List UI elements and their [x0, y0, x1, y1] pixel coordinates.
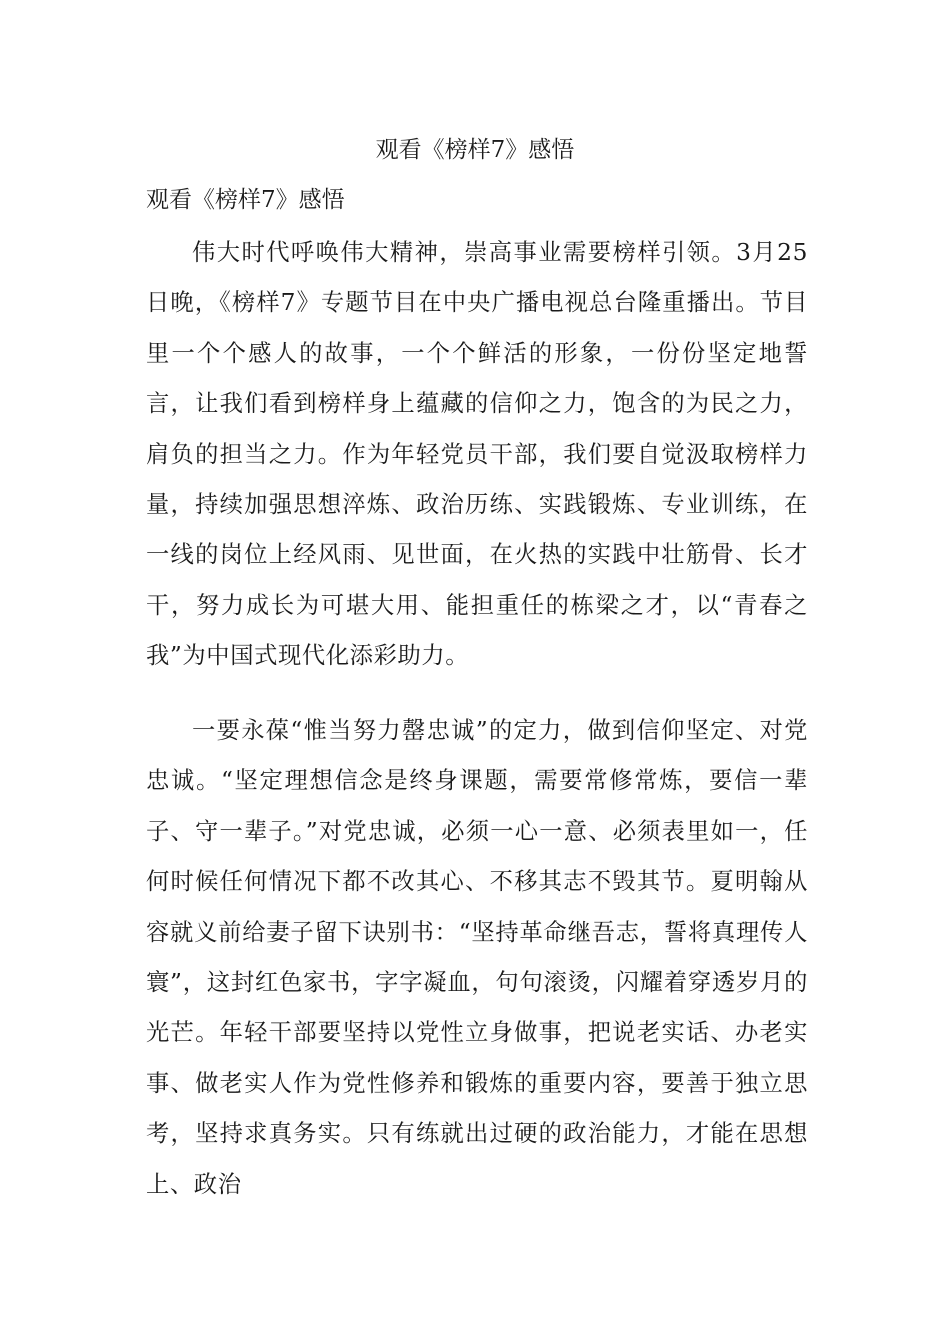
paragraph-1: 伟大时代呼唤伟大精神，崇高事业需要榜样引领。3月25日晚，《榜样7》专题节目在中央广播电视总台隆重播出。节目里一个个感人的故事，一个个鲜活的形象，一份份坚定地誓言，让我们看到榜样身上蕴藏的信仰之力，饱含的为民之力，肩负的担当之力。作为年轻党员干部，我们要自觉汲取榜样力量，持续加强思想淬炼、政治历练、实践锻炼、专业训练，在一线的岗位上经风雨、见世面，在火热的实践中壮筋骨、长才干，努力成长为可堪大用、能担重任的栋梁之才，以“青春之我”为中国式现代化添彩助力。 [146, 239, 808, 670]
paragraph-2: 一要永葆“惟当努力罄忠诚”的定力，做到信仰坚定、对党忠诚。“坚定理想信念是终身课题，需要常修常炼，要信一辈子、守一辈子。”对党忠诚，必须一心一意、必须表里如一，任何时候任何情况下都不改其心、不移其志不毁其节。夏明翰从容就义前给妻子留下诀别书：“坚持革命继吾志，誓将真理传人寰”，这封红色家书，字字凝血，句句滚烫，闪耀着穿透岁月的光芒。年轻干部要坚持以党性立身做事，把说老实话、办老实事、做老实人作为党性修养和锻炼的重要内容，要善于独立思考，坚持求真务实。只有练就出过硬的政治能力，才能在思想上、政治 [146, 717, 808, 1198]
document-title: 观看《榜样7》感悟 [375, 137, 575, 163]
document-subtitle: 观看《榜样7》感悟 [146, 187, 345, 213]
